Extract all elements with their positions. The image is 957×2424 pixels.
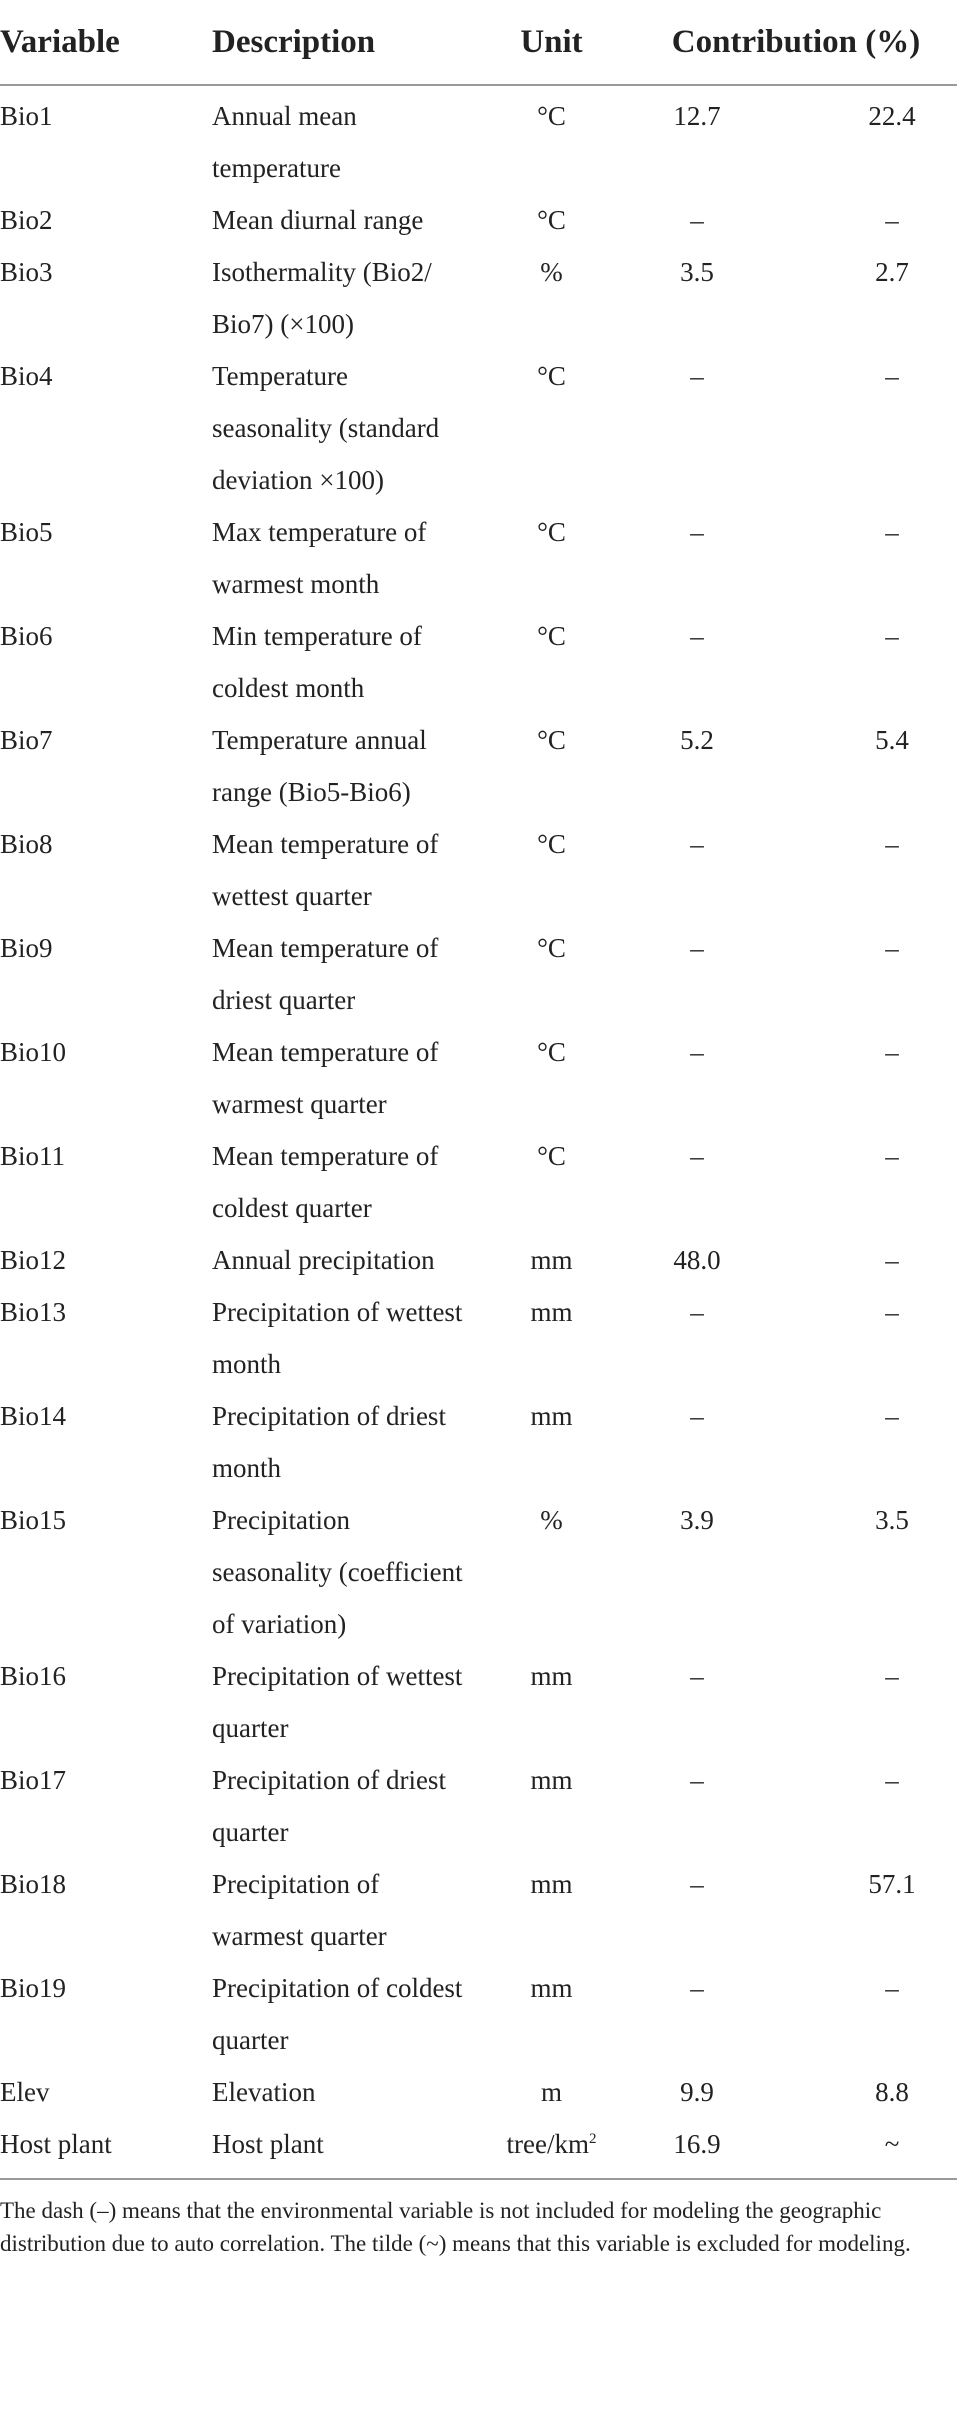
cell-description: Precipitation of wettest month	[212, 1297, 463, 1379]
table-row	[0, 818, 957, 922]
cell-unit: °C	[537, 621, 566, 651]
cell-variable: Bio4	[0, 361, 53, 391]
cell-contribution-1: –	[690, 517, 704, 547]
cell-unit: °C	[537, 205, 566, 235]
cell-contribution-2: –	[885, 1765, 899, 1795]
table-row	[0, 1286, 957, 1390]
cell-contribution-1: 9.9	[680, 2077, 714, 2107]
table-body	[0, 85, 957, 2178]
cell-contribution-1: –	[690, 1661, 704, 1691]
cell-variable: Bio6	[0, 621, 53, 651]
cell-contribution-2: –	[885, 621, 899, 651]
cell-variable: Bio8	[0, 829, 53, 859]
cell-description: Host plant	[212, 2129, 324, 2159]
table-row	[0, 1130, 957, 1234]
cell-contribution-1: –	[690, 1869, 704, 1899]
cell-contribution-2: ~	[884, 2129, 900, 2159]
cell-contribution-1: 12.7	[673, 101, 721, 131]
cell-description: Precipitation of coldest quarter	[212, 1973, 463, 2055]
cell-variable: Bio11	[0, 1141, 66, 1171]
header-description: Description	[212, 0, 478, 85]
cell-unit: °C	[537, 517, 566, 547]
cell-contribution-2: 57.1	[868, 1869, 916, 1899]
table-row	[0, 714, 957, 818]
cell-variable: Host plant	[0, 2129, 112, 2159]
cell-description: Precipitation of driest quarter	[212, 1765, 446, 1847]
cell-contribution-1: –	[690, 1037, 704, 1067]
cell-variable: Bio16	[0, 1661, 67, 1691]
cell-variable: Elev	[0, 2077, 50, 2107]
cell-description: Precipitation of wettest quarter	[212, 1661, 463, 1743]
table-row	[0, 1754, 957, 1858]
cell-contribution-1: –	[690, 1141, 704, 1171]
cell-description: Mean temperature of coldest quarter	[212, 1141, 439, 1223]
cell-unit: °C	[537, 933, 566, 963]
cell-unit: mm	[530, 1661, 573, 1691]
cell-unit: %	[540, 1505, 563, 1535]
table-row	[0, 922, 957, 1026]
unit-superscript: 2	[588, 2131, 597, 2147]
table-footnote: The dash (–) means that the environmental variable is not included for modeling the geographic distribution due to auto correlation. The tilde (~) means that this variable is excluded for modeling.	[0, 2178, 957, 2260]
cell-contribution-2: –	[885, 1037, 899, 1067]
cell-variable: Bio13	[0, 1297, 67, 1327]
cell-unit: mm	[530, 1869, 573, 1899]
cell-contribution-2: –	[885, 1973, 899, 2003]
cell-contribution-2: 8.8	[875, 2077, 909, 2107]
header-row	[0, 0, 957, 85]
table-row	[0, 1026, 957, 1130]
cell-description: Isothermality (Bio2/ Bio7) (×100)	[212, 257, 432, 339]
cell-contribution-2: 3.5	[875, 1505, 909, 1535]
cell-contribution-1: –	[690, 205, 704, 235]
table-row	[0, 610, 957, 714]
table-row	[0, 85, 957, 194]
cell-unit: mm	[530, 1973, 573, 2003]
cell-description: Precipitation of driest month	[212, 1401, 446, 1483]
cell-description: Mean temperature of wettest quarter	[212, 829, 439, 911]
cell-variable: Bio17	[0, 1765, 67, 1795]
cell-contribution-1: –	[690, 933, 704, 963]
cell-variable: Bio18	[0, 1869, 67, 1899]
table-row	[0, 194, 957, 246]
cell-unit: °C	[537, 829, 566, 859]
cell-contribution-1: –	[690, 1765, 704, 1795]
header-contribution: Contribution (%)	[625, 0, 957, 85]
table-row	[0, 2066, 957, 2118]
cell-contribution-1: 48.0	[673, 1245, 721, 1275]
table-row	[0, 350, 957, 506]
cell-description: Elevation	[212, 2077, 316, 2107]
table-row	[0, 1390, 957, 1494]
cell-contribution-1: –	[690, 1973, 704, 2003]
cell-unit: °C	[537, 1141, 566, 1171]
table-row	[0, 1858, 957, 1962]
table-row	[0, 1962, 957, 2066]
header-unit: Unit	[478, 0, 625, 85]
cell-unit: mm	[530, 1297, 573, 1327]
cell-contribution-2: –	[885, 1401, 899, 1431]
cell-contribution-1: –	[690, 621, 704, 651]
cell-variable: Bio3	[0, 257, 53, 287]
cell-contribution-2: –	[885, 517, 899, 547]
table-header	[0, 0, 957, 85]
cell-contribution-1: 3.5	[680, 257, 714, 287]
cell-contribution-1: –	[690, 1297, 704, 1327]
cell-unit: m	[540, 2077, 562, 2107]
cell-description: Temperature seasonality (standard deviation ×100)	[212, 361, 440, 495]
cell-variable: Bio2	[0, 205, 53, 235]
cell-contribution-1: –	[690, 1401, 704, 1431]
cell-contribution-2: 2.7	[875, 257, 909, 287]
cell-contribution-1: 16.9	[673, 2129, 721, 2159]
cell-variable: Bio10	[0, 1037, 67, 1067]
cell-contribution-1: –	[690, 829, 704, 859]
table-row	[0, 2118, 957, 2178]
cell-unit: mm	[530, 1245, 573, 1275]
header-variable: Variable	[0, 0, 212, 85]
cell-description: Annual mean temperature	[212, 101, 357, 183]
cell-variable: Bio9	[0, 933, 53, 963]
cell-contribution-2: –	[885, 829, 899, 859]
cell-contribution-2: 5.4	[875, 725, 909, 755]
table-row	[0, 1650, 957, 1754]
cell-unit: %	[540, 257, 563, 287]
cell-description: Temperature annual range (Bio5-Bio6)	[212, 725, 427, 807]
cell-unit: °C	[537, 1037, 566, 1067]
cell-contribution-1: 3.9	[680, 1505, 714, 1535]
cell-description: Mean temperature of warmest quarter	[212, 1037, 439, 1119]
cell-variable: Bio14	[0, 1401, 67, 1431]
cell-contribution-2: –	[885, 361, 899, 391]
table-row	[0, 506, 957, 610]
cell-contribution-2: –	[885, 1141, 899, 1171]
cell-variable: Bio7	[0, 725, 53, 755]
table-row	[0, 1494, 957, 1650]
table-row	[0, 1234, 957, 1286]
cell-variable: Bio12	[0, 1245, 67, 1275]
cell-unit: °C	[537, 725, 566, 755]
cell-contribution-1: –	[690, 361, 704, 391]
cell-description: Precipitation seasonality (coefficient of variation)	[212, 1505, 463, 1639]
cell-contribution-2: –	[885, 1297, 899, 1327]
cell-description: Precipitation of warmest quarter	[212, 1869, 387, 1951]
cell-description: Mean temperature of driest quarter	[212, 933, 439, 1015]
cell-contribution-1: 5.2	[680, 725, 714, 755]
cell-contribution-2: –	[885, 1661, 899, 1691]
table-row	[0, 246, 957, 350]
cell-contribution-2: –	[885, 933, 899, 963]
cell-unit	[478, 2118, 625, 2178]
cell-description: Mean diurnal range	[212, 205, 424, 235]
cell-description: Max temperature of warmest month	[212, 517, 427, 599]
cell-contribution-2: 22.4	[868, 101, 916, 131]
cell-unit: °C	[537, 361, 566, 391]
cell-variable: Bio1	[0, 101, 53, 131]
cell-unit: °C	[537, 101, 566, 131]
cell-variable: Bio5	[0, 517, 53, 547]
cell-contribution-2: –	[885, 1245, 899, 1275]
cell-contribution-2: –	[885, 205, 899, 235]
cell-unit: mm	[530, 1401, 573, 1431]
cell-unit: mm	[530, 1765, 573, 1795]
cell-description: Annual precipitation	[212, 1245, 435, 1275]
unit-text: tree/km	[506, 2129, 589, 2159]
cell-variable: Bio19	[0, 1973, 67, 2003]
cell-variable: Bio15	[0, 1505, 67, 1535]
cell-description: Min temperature of coldest month	[212, 621, 422, 703]
